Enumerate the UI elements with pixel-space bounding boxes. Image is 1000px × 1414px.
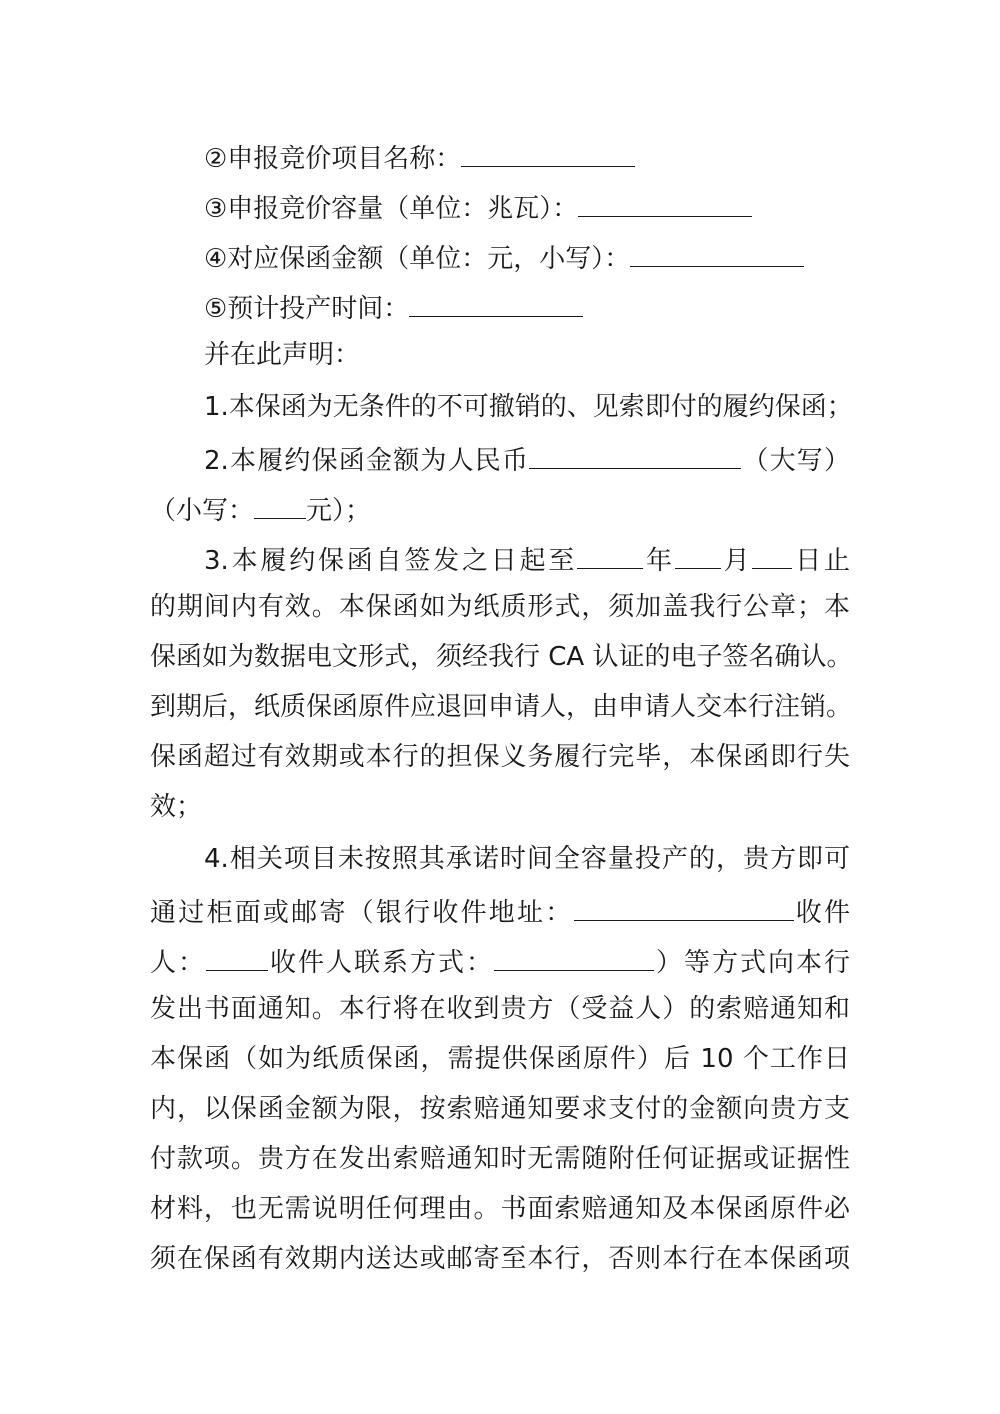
- clause-4-line-1: 4.相关项目未按照其承诺时间全容量投产的，贵方即可: [204, 844, 850, 874]
- recipient-blank[interactable]: [206, 942, 268, 971]
- clause-4-line-4: 发出书面通知。本行将在收到贵方（受益人）的索赔通知和: [150, 994, 850, 1024]
- clause-3-line-6: 效；: [150, 792, 203, 822]
- item-production-time: ⑤预计投产时间：: [204, 288, 850, 326]
- clause-3-line-2: 的期间内有效。本保函如为纸质形式，须加盖我行公章；本: [150, 592, 850, 622]
- item-guarantee-amount: ④对应保函金额（单位：元，小写）：: [204, 238, 850, 276]
- declaration-heading: 并在此声明：: [204, 340, 361, 370]
- clause-4-line-5: 本保函（如为纸质保函，需提供保函原件）后 10 个工作日: [150, 1044, 850, 1074]
- bank-address-blank[interactable]: [574, 892, 794, 921]
- guarantee-amount-blank[interactable]: [630, 238, 804, 267]
- project-name-blank[interactable]: [461, 138, 635, 167]
- end-month-blank[interactable]: [675, 540, 721, 569]
- item-project-name: ②申报竞价项目名称：: [204, 138, 850, 176]
- clause-3-line-1: 3.本履约保函自签发之日起至 年 月 日止: [204, 540, 850, 578]
- clause-4-line-6: 内，以保函金额为限，按索赔通知要求支付的金额向贵方支: [150, 1094, 850, 1124]
- recipient-contact-blank[interactable]: [494, 942, 654, 971]
- clause-3-line-4: 到期后，纸质保函原件应退回申请人，由申请人交本行注销。: [150, 692, 853, 722]
- clause-2-line-1: 2.本履约保函金额为人民币 （大写）: [204, 440, 850, 478]
- clause-1: 1.本保函为无条件的不可撤销的、见索即付的履约保函；: [204, 392, 853, 422]
- amount-in-figures-blank[interactable]: [254, 490, 306, 519]
- clause-3-line-3: 保函如为数据电文形式，须经我行 CA 认证的电子签名确认。: [150, 642, 853, 672]
- clause-4-line-3: 人： 收件人联系方式： ）等方式向本行: [150, 942, 850, 980]
- amount-in-words-blank[interactable]: [529, 440, 741, 469]
- bid-capacity-blank[interactable]: [578, 188, 752, 217]
- clause-3-line-5: 保函超过有效期或本行的担保义务履行完毕，本保函即行失: [150, 742, 850, 772]
- clause-4-line-7: 付款项。贵方在发出索赔通知时无需随附任何证据或证据性: [150, 1144, 850, 1174]
- end-day-blank[interactable]: [752, 540, 792, 569]
- clause-4-line-2: 通过柜面或邮寄（银行收件地址： 收件: [150, 892, 850, 930]
- production-time-blank[interactable]: [409, 288, 583, 317]
- clause-2-line-2: （小写： 元）；: [150, 490, 850, 528]
- clause-4-line-9: 须在保函有效期内送达或邮寄至本行，否则本行在本保函项: [150, 1244, 850, 1274]
- item-bid-capacity: ③申报竞价容量（单位：兆瓦）：: [204, 188, 850, 226]
- clause-4-line-8: 材料，也无需说明任何理由。书面索赔通知及本保函原件必: [150, 1194, 850, 1224]
- end-year-blank[interactable]: [577, 540, 643, 569]
